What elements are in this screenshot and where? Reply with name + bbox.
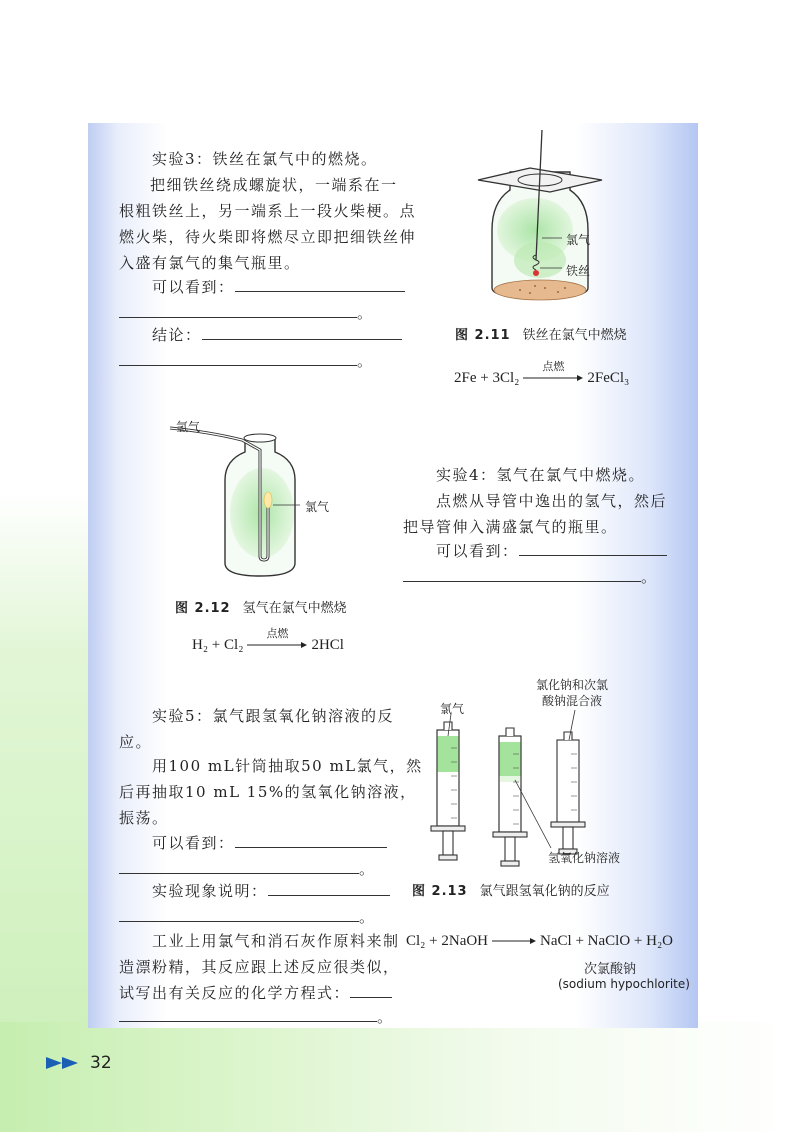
- exp3-line-1: 把细铁丝绕成螺旋状，一端系在一: [150, 176, 398, 194]
- eq3-arrow: [492, 935, 536, 945]
- fig212-label-hydrogen: 氢气: [176, 420, 201, 434]
- exp5-title-1: 实验5：氯气跟氢氧化钠溶液的反: [152, 707, 395, 725]
- exp5-title-2: 应。: [119, 733, 153, 751]
- fig213-label-chlorine: 氯气: [440, 702, 465, 716]
- exp4-observe-cont: 。: [403, 564, 658, 590]
- fig213-num: 图 2.13: [412, 884, 468, 899]
- eq2-arrow: [247, 627, 307, 649]
- exp4-observe: [436, 538, 667, 564]
- exp3-line-3: 燃火柴，待火柴即将燃尽立即把细铁丝伸: [119, 228, 417, 246]
- syringe-1: [431, 722, 465, 860]
- exp5-observe-blank-2[interactable]: [119, 858, 359, 874]
- eq2-right: 2HCl: [311, 637, 344, 653]
- exp3-conclusion-blank-2[interactable]: [119, 350, 357, 366]
- fig211-label-chlorine: 氯气: [566, 233, 591, 247]
- exp3-line-2: 根粗铁丝上，另一端系上一段火柴梗。点: [119, 202, 417, 220]
- fig211-label-iron: 铁丝: [566, 264, 591, 278]
- exp5-observe: [152, 830, 387, 856]
- page-arrow-icon: [46, 1056, 82, 1070]
- eq3-right: NaCl + NaClO + H₂O: [540, 933, 674, 949]
- exp5-explain-blank-2[interactable]: [119, 906, 359, 922]
- industry-blank-2[interactable]: [119, 1006, 377, 1022]
- exp5-observe-cont: 。: [119, 856, 376, 882]
- exp5-observe-label: 可以看到：: [152, 834, 235, 852]
- exp3-observe-blank[interactable]: [235, 276, 405, 292]
- exp3-conclusion-cont: 。: [119, 348, 374, 374]
- figure-2-12-hydrogen-in-chlorine: [170, 418, 320, 588]
- exp5-line-2: 后再抽取10 mL 15%的氢氧化钠溶液，: [119, 783, 417, 801]
- industry-line-3-text: 试写出有关反应的化学方程式：: [119, 984, 351, 1002]
- eq1-arrow: [523, 360, 583, 382]
- footer-band: [0, 1022, 800, 1132]
- industry-blank[interactable]: [350, 982, 392, 998]
- fig213-label-naoh: 氢氧化钠溶液: [548, 851, 621, 865]
- industry-cont: 。: [119, 1004, 394, 1030]
- exp5-line-1: 用100 mL针筒抽取50 mL氯气，然: [152, 757, 423, 775]
- syringe-3: [551, 732, 585, 854]
- fig211-caption: [455, 324, 627, 343]
- eq3-left: Cl₂ + 2NaOH: [406, 933, 489, 949]
- exp5-explain: [152, 878, 390, 904]
- fig213-label-mixture-1: 氯化钠和次氯: [536, 678, 609, 692]
- industry-line-3: [119, 980, 392, 1006]
- fig211-text: 铁丝在氯气中燃烧: [522, 328, 627, 343]
- exp3-line-4: 入盛有氯气的集气瓶里。: [119, 254, 301, 272]
- exp4-observe-label: 可以看到：: [436, 542, 519, 560]
- eq1-condition: 点燃: [542, 360, 565, 373]
- eq3-name-chinese: 次氯酸钠: [584, 962, 637, 977]
- equation-3: [406, 933, 673, 950]
- exp4-line-2: 把导管伸入满盛氯气的瓶里。: [403, 518, 618, 536]
- fig213-text: 氯气跟氢氧化钠的反应: [479, 884, 610, 899]
- page-number: 32: [90, 1053, 112, 1073]
- exp4-observe-blank-2[interactable]: [403, 566, 641, 582]
- exp5-explain-cont: 。: [119, 904, 376, 930]
- exp3-conclusion: [152, 322, 402, 348]
- exp3-observe-cont: 。: [119, 300, 374, 326]
- exp3-conclusion-label: 结论：: [152, 326, 202, 344]
- equation-1: [454, 360, 630, 387]
- eq1-left: 2Fe + 3Cl₂: [454, 370, 520, 386]
- fig212-text: 氢气在氯气中燃烧: [242, 601, 347, 616]
- syringe-2: [493, 728, 527, 866]
- exp5-observe-blank[interactable]: [235, 832, 387, 848]
- fig212-caption: [175, 597, 347, 616]
- exp3-observe: [152, 274, 405, 300]
- eq2-left: H₂ + Cl₂: [192, 637, 244, 653]
- fig213-caption: [412, 880, 610, 899]
- fig211-num: 图 2.11: [455, 328, 511, 343]
- exp4-observe-blank[interactable]: [519, 540, 667, 556]
- exp4-title: 实验4：氢气在氯气中燃烧。: [436, 466, 646, 484]
- fig212-num: 图 2.12: [175, 601, 231, 616]
- exp5-explain-blank[interactable]: [268, 880, 390, 896]
- fig213-label-mixture-2: 酸钠混合液: [542, 694, 603, 708]
- exp5-line-3: 振荡。: [119, 809, 169, 827]
- exp5-explain-label: 实验现象说明：: [152, 882, 268, 900]
- exp3-observe-blank-2[interactable]: [119, 302, 357, 318]
- industry-line-2: 造漂粉精，其反应跟上述反应很类似，: [119, 958, 400, 976]
- exp3-title: 实验3：铁丝在氯气中的燃烧。: [152, 150, 378, 168]
- exp3-observe-label: 可以看到：: [152, 278, 235, 296]
- equation-2: [192, 627, 344, 654]
- industry-line-1: 工业上用氯气和消石灰作原料来制: [152, 932, 400, 950]
- eq2-condition: 点燃: [266, 627, 289, 640]
- eq3-name-english: (sodium hypochlorite): [558, 977, 690, 991]
- exp4-line-1: 点燃从导管中逸出的氢气，然后: [436, 492, 668, 510]
- fig212-label-chlorine: 氯气: [305, 500, 330, 514]
- eq1-right: 2FeCl₃: [587, 370, 630, 386]
- figure-2-11-iron-wire-in-chlorine: [470, 130, 610, 320]
- exp3-conclusion-blank[interactable]: [202, 324, 402, 340]
